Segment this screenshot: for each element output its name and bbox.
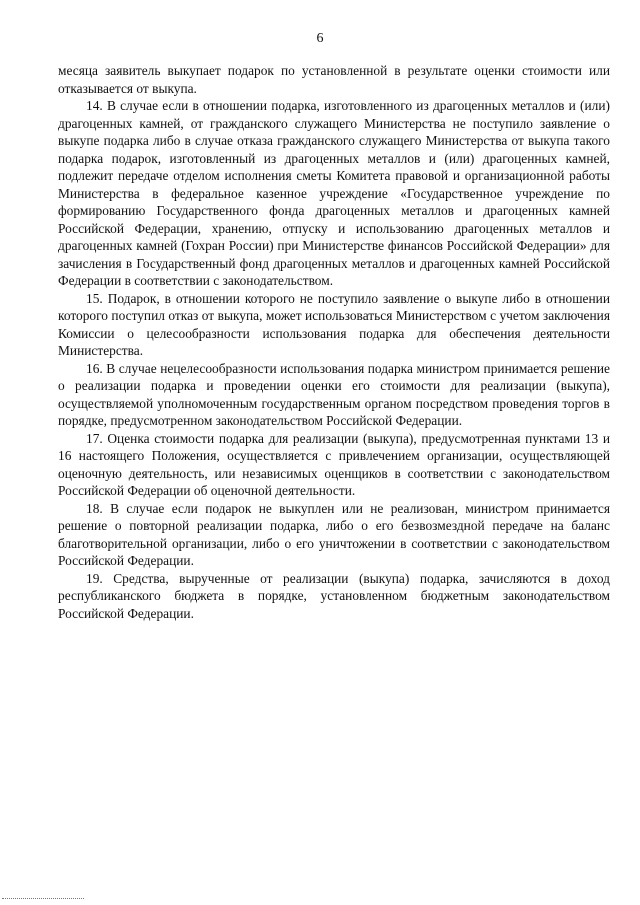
paragraph-continued: месяца заявитель выкупает подарок по установленной в результате оценки стоимости или отказывается от выкупа. <box>58 63 610 96</box>
paragraph-15: 15. Подарок, в отношении которого не поступило заявление о выкупе либо в отношении которого поступил отказ от выкупа, может использоваться Министерством с учетом заключения Комиссии о целесообразности использования подарка для обеспечения деятельности Министерства. <box>58 290 610 358</box>
paragraph-18: 18. В случае если подарок не выкуплен или не реализован, министром принимается решение о повторной реализации подарка, либо о его безвозмездной передаче на баланс благотворительной организации, либо о его уничтожении в соответствии с законодательством Российской Федерации. <box>58 500 610 568</box>
paragraph-17: 17. Оценка стоимости подарка для реализации (выкупа), предусмотренная пунктами 13 и 16 настоящего Положения, осуществляется с привлечением организации, осуществляющей оценочную деятельность, или независимых оценщиков в соответствии с законодательством Российской Федерации об оценочной деятельности. <box>58 430 610 498</box>
document-body <box>58 62 610 622</box>
scan-edge-mark <box>2 895 84 899</box>
paragraph-14: 14. В случае если в отношении подарка, изготовленного из драгоценных металлов и (или) драгоценных камней, от гражданского служащего Министерства не поступило заявление о выкупе подарка либо в случае отказа гражданского служащего Министерства от выкупа такого подарка подарок, изготовленный из драгоценных металлов и (или) драгоценных камней, подлежит передаче отделом исполнения сметы Комитета правовой и организационной работы Министерства в федеральное казенное учреждение «Государственное учреждение по формированию Государственного фонда драгоценных металлов и драгоценных камней Российской Федерации, хранению, отпуску и использованию драгоценных металлов и драгоценных камней (Гохран России) при Министерстве финансов Российской Федерации» для зачисления в Государственный фонд драгоценных металлов и драгоценных камней Российской Федерации в соответствии с законодательством. <box>58 98 610 288</box>
paragraph-19: 19. Средства, вырученные от реализации (выкупа) подарка, зачисляются в доход республиканского бюджета в порядке, установленном бюджетным законодательством Российской Федерации. <box>58 570 610 621</box>
page-number: 6 <box>316 31 324 46</box>
paragraph-16: 16. В случае нецелесообразности использования подарка министром принимается решение о реализации подарка и проведении оценки его стоимости для реализации (выкупа), осуществляемой уполномоченным государственным органом посредством проведения торгов в порядке, предусмотренном законодательством Российской Федерации. <box>58 360 610 428</box>
